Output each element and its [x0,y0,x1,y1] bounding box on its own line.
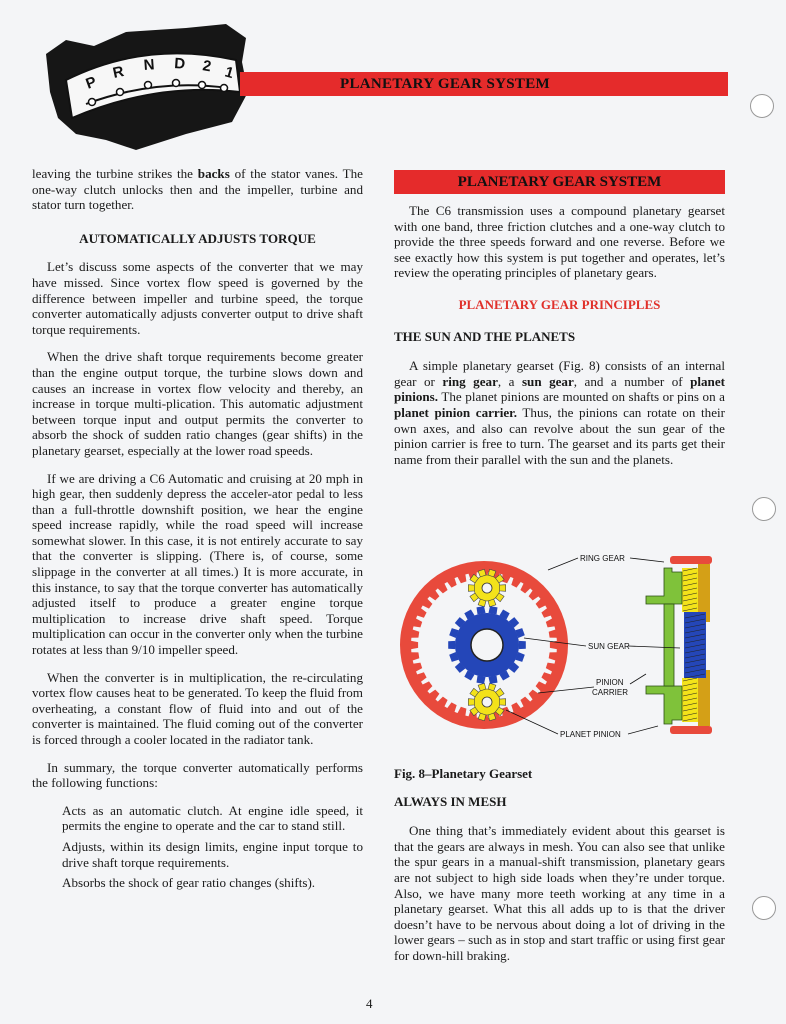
right-column-lower [394,766,725,964]
detent-3 [145,82,152,89]
ring-cap-bottom [670,726,712,734]
label-pinion-carrier-2: CARRIER [592,688,629,697]
side-view-assembly [646,556,712,734]
label-ring-gear: RING GEAR [580,554,625,563]
sun-section [684,612,706,678]
selector-n: N [143,56,156,74]
punch-hole-middle [752,497,776,521]
selector-p: P [83,73,99,93]
detent-6 [221,85,228,92]
paragraph-continued: leaving the turbine strikes the backs of the stator vanes. The one-way clutch unlocks then and the impeller, turbine and stator turn together. [32,166,363,213]
gear-selector-logo [36,22,258,152]
left-column [32,166,363,891]
detent-2 [117,89,124,96]
page-title: PLANETARY GEAR SYSTEM [340,76,550,92]
paragraph-sun-planets: A simple planetary gearset (Fig. 8) consists of an internal gear or ring gear, a sun gear, and a number of planet pinions. The planet pinions are mounted on shafts or pins on a planet pinion carrier. Thus, the pinions can rotate on their own axes, and also can revolve about the sun gear of the pinion carrier is free to turn. The gearset and its parts get their name from their parallel with the sun and the planets. [394,358,725,467]
paragraph-summary: In summary, the torque converter automatically performs the following functions: [32,759,363,791]
figure-caption: Fig. 8–Planetary Gearset [394,766,533,781]
principles-heading: PLANETARY GEAR PRINCIPLES [458,296,661,312]
list-item: Acts as an automatic clutch. At engine idle speed, it permits the engine to operate and the car to stand still. [62,802,363,834]
selector-1: 1 [222,63,236,83]
sun-gear [448,606,526,684]
detent-1 [89,99,96,106]
planet-pinion-top [468,569,505,607]
section-heading-torque: AUTOMATICALLY ADJUSTS TORQUE [79,230,316,246]
list-item: Absorbs the shock of gear ratio changes (shifts). [62,875,316,891]
label-planet-pinion: PLANET PINION [560,730,621,739]
planet-pinion-bottom [468,683,505,721]
paragraph-intro: The C6 transmission uses a compound planetary gearset with one band, three friction clutches and a one-way clutch to provide the three speeds forward and one reverse. Before we see exactly how this system is put together and operates, let’s review the operating principles of planetary gears. [394,203,725,281]
selector-d: D [173,55,186,73]
selector-2: 2 [201,57,213,76]
list-item: Adjusts, within its design limits, engine input torque to drive shaft torque requirements. [62,838,363,870]
detent-5 [199,82,206,89]
page-number: 4 [366,996,373,1011]
right-column [394,170,725,467]
carrier-web [664,604,674,686]
selector-r: R [111,63,126,82]
paragraph-always-in-mesh: One thing that’s immediately evident about this gearset is that the gears are always in mesh. You can also see that unlike the spur gears in a manual-shift transmission, planetary gears are not subject to high side loads when they’re under torque. Also, we have many more teeth working at any time in a planetary gearset. What this all adds up to is that the driver doesn’t have to be nervous about doing a lot of driving in the lower gears – such as in stop and start traffic or using first gear for down-hill braking. [394,823,725,963]
detent-4 [173,80,180,87]
paragraph-converter-aspects: Let’s discuss some aspects of the converter that we may have missed. Since vortex flow speed is governed by the difference between impeller and turbine speed, the torque converter automatically adjusts converter output to drive shaft torque requirements. [32,259,363,337]
paragraph-torque-requirements: When the drive shaft torque requirements become greater than the engine output torque, the turbine slows down and causes an increase in vortex flow velocity and thereby, an increase in torque multi-plication. This automatic adjustment between torque input and output permits the converter to absorb the shock of sudden ratio changes (gear shifts) in the planetary gearset, especially at the lower road speeds. [32,349,363,458]
ring-body-bottom [698,670,710,726]
sun-planets-heading: THE SUN AND THE PLANETS [394,328,576,344]
planetary-gearset-figure [398,548,738,744]
punch-hole-top [750,94,774,118]
paragraph-heat: When the converter is in multiplication, the re-circulating vortex flow causes heat to be generated. To keep the fluid from overheating, a constant flow of fluid into and out of the converter is maintained. The fluid coming out of the converter is forced through a cooler located in the radiator tank. [32,669,363,747]
paragraph-driving-example: If we are driving a C6 Automatic and cruising at 20 mph in high gear, then suddenly depress the acceler-ator pedal to less than a full-throttle downshift position, we hear the engine speed increase rapidly, while the road speed will increase somewhat slower. In this case, it is not entirely accurate to say that the converter is slipping. (There is, of course, some slippage in the converter at all times.) It is more accurate, in this instance, to say that the torque converter has automatically adjusted itself to produce a greater engine torque multiplication to increase drive shaft speed. Torque multiplication can occur in the converter only when the turbine rotates at less than 9/10 impeller speed. [32,470,363,658]
section-title-box: PLANETARY GEAR SYSTEM [394,170,725,194]
label-sun-gear: SUN GEAR [588,642,630,651]
ring-cap-top [670,556,712,564]
label-pinion-carrier-1: PINION [596,678,624,687]
always-in-mesh-heading: ALWAYS IN MESH [394,793,507,809]
punch-hole-bottom [752,896,776,920]
